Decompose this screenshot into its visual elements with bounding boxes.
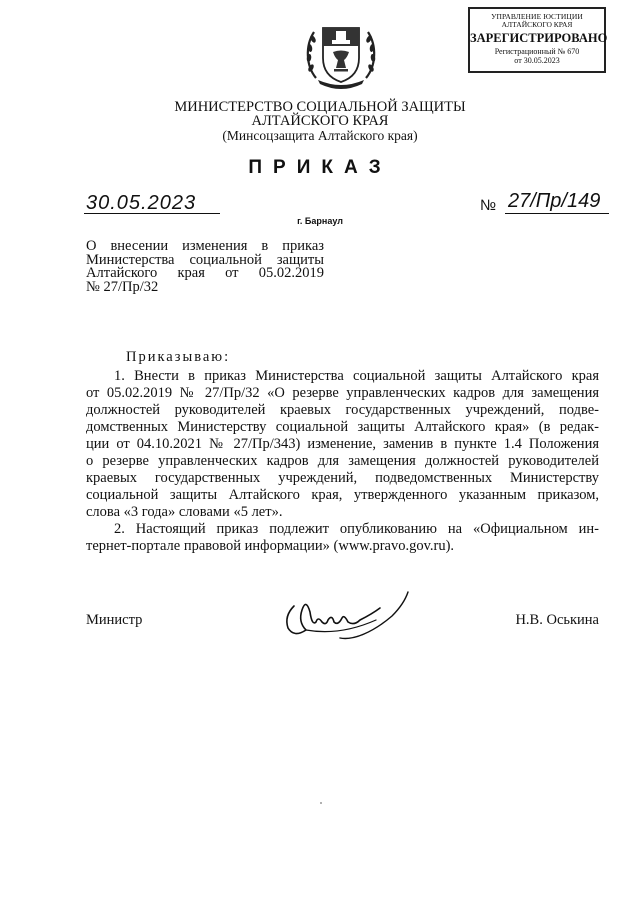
order-word: Приказываю: (126, 349, 231, 365)
stamp-reg-date: от 30.05.2023 (514, 56, 560, 65)
subject-line: Министерства социальной защиты (86, 251, 324, 268)
subject-line: № 27/Пр/32 (86, 278, 159, 295)
stamp-line1: УПРАВЛЕНИЕ ЮСТИЦИИ (491, 12, 583, 21)
altai-coat-of-arms-icon (302, 16, 380, 94)
stamp-reg-number: Регистрационный № 670 (494, 47, 580, 56)
body-line: 1. Внести в приказ Министерства социальной защиты Алтайского края (114, 368, 599, 384)
stamp-line2: АЛТАЙСКОГО КРАЯ (501, 20, 573, 29)
body-line: от 05.02.2019 № 27/Пр/32 «О резерве управленческих кадров для замещения (86, 385, 599, 401)
number-underline (505, 213, 609, 214)
order-number: 27/Пр/149 (508, 190, 601, 212)
ministry-name-line2: АЛТАЙСКОГО КРАЯ (251, 113, 389, 129)
city-label: г. Барнаул (297, 216, 343, 226)
order-date: 30.05.2023 (86, 192, 197, 214)
body-line: домственных Министерству социальной защиты Алтайского края» (в редак- (86, 419, 599, 435)
subject-line: О внесении изменения в приказ (86, 238, 324, 254)
scan-speck (320, 802, 322, 804)
handwritten-signature (280, 586, 420, 648)
subject-line: Алтайского края от 05.02.2019 (86, 265, 324, 281)
registration-stamp (468, 7, 606, 73)
ministry-name-line1: МИНИСТЕРСТВО СОЦИАЛЬНОЙ ЗАЩИТЫ (174, 99, 466, 115)
signatory-position: Министр (86, 612, 143, 628)
body-line: должностей руководителей краевых государственных учреждений, подве- (86, 402, 599, 418)
stamp-title: ЗАРЕГИСТРИРОВАНО (470, 31, 608, 45)
body-line: ции от 04.10.2021 № 27/Пр/343) изменение, заменив в пункте 1.4 Положения (86, 436, 599, 452)
ministry-short-name: (Минсоцзащита Алтайского края) (222, 128, 418, 143)
document-type-title: ПРИКАЗ (248, 157, 392, 178)
body-line: о резерве управленческих кадров для замещения должностей руководителей (86, 453, 599, 469)
date-underline (84, 213, 220, 214)
body-line: краевых государственных учреждений, подведомственных Министерству (86, 470, 599, 486)
signatory-name: Н.В. Оськина (515, 612, 599, 628)
body-line: слова «3 года» словами «5 лет». (86, 504, 283, 520)
body-line: 2. Настоящий приказ подлежит опубликованию на «Официальном ин- (114, 521, 599, 537)
order-body (86, 349, 599, 555)
number-sign: № (480, 197, 497, 214)
body-line: социальной защиты Алтайского края, утвержденного указанным приказом, (86, 487, 599, 503)
body-line: тернет-портале правовой информации» (www.pravo.gov.ru). (86, 538, 455, 554)
order-subject (86, 240, 324, 294)
